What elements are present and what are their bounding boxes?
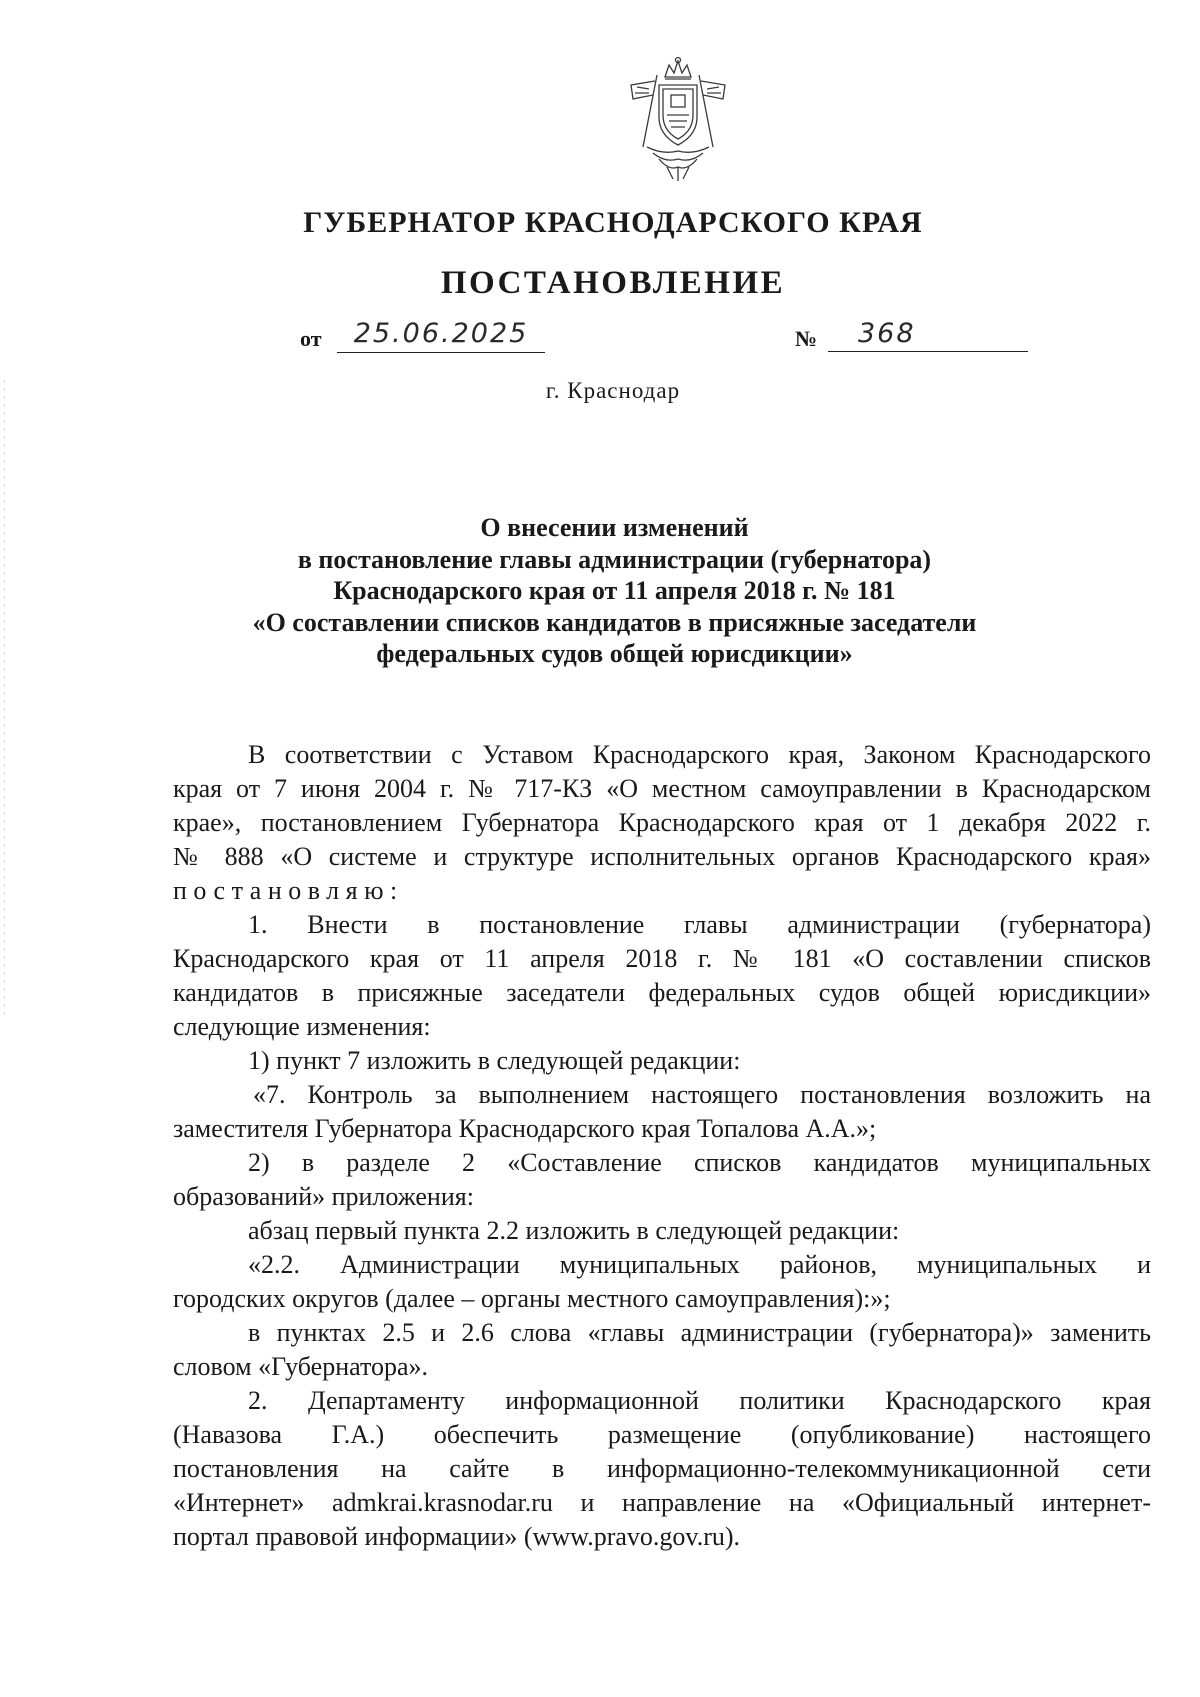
title-line: федеральных судов общей юрисдикции» — [376, 639, 853, 668]
text-line: края от 7 июня 2004 г. № 717-КЗ «О местном самоуправлении в Краснодарском — [173, 774, 1151, 803]
text-line: в пунктах 2.5 и 2.6 слова «главы администрации (губернатора)» заменить — [248, 1318, 1151, 1347]
text-line: «2.2. Администрации муниципальных районов, муниципальных и — [248, 1250, 1151, 1279]
text-line: портал правовой информации» (www.pravo.gov.ru). — [173, 1522, 741, 1551]
paragraph-replace — [173, 1316, 1151, 1384]
document-number: 368 — [828, 318, 1028, 352]
subitem-1: 1) пункт 7 изложить в следующей редакции: — [248, 1046, 741, 1075]
document-date: 25.06.2025 — [337, 318, 545, 353]
text-line: крае», постановлением Губернатора Краснодарского края от 1 декабря 2022 г. — [173, 808, 1151, 837]
paragraph-preamble — [173, 738, 1151, 908]
paragraph-quote-7 — [173, 1078, 1151, 1146]
issuing-authority: ГУБЕРНАТОР КРАСНОДАРСКОГО КРАЯ — [303, 206, 923, 239]
subitem-2 — [173, 1146, 1151, 1214]
paragraph-item-1 — [173, 908, 1151, 1044]
text-line: «7. Контроль за выполнением настоящего постановления возложить на — [253, 1080, 1151, 1109]
title-line: О внесении изменений — [480, 513, 749, 542]
paragraph-quote-2-2 — [173, 1248, 1151, 1316]
text-line: № 888 «О системе и структуре исполнительных органов Краснодарского края» — [173, 842, 1151, 871]
text-line: 1. Внести в постановление главы администрации (губернатора) — [248, 910, 1151, 939]
coat-of-arms-emblem — [623, 55, 733, 185]
text-line: Краснодарского края от 11 апреля 2018 г. № 181 «О составлении списков — [173, 944, 1151, 973]
text-line: образований» приложения: — [173, 1182, 474, 1211]
resolve-word: постановляю: — [173, 876, 404, 905]
text-line: (Навазова Г.А.) обеспечить размещение (опубликование) настоящего — [173, 1420, 1151, 1449]
document-type: ПОСТАНОВЛЕНИЕ — [440, 265, 786, 301]
text-line: следующие изменения: — [173, 1012, 431, 1041]
date-label: от — [300, 326, 322, 351]
text-line: «Интернет» admkrai.krasnodar.ru и направление на «Официальный интернет- — [173, 1488, 1151, 1517]
text-line: городских округов (далее – органы местного самоуправления):»; — [173, 1284, 891, 1313]
text-line: В соответствии с Уставом Краснодарского края, Законом Краснодарского — [248, 740, 1151, 769]
title-line: в постановление главы администрации (губернатора) — [297, 544, 932, 574]
paragraph-item-2 — [173, 1384, 1151, 1554]
text-line: постановления на сайте в информационно-телекоммуникационной сети — [173, 1454, 1151, 1483]
title-line: «О составлении списков кандидатов в присяжные заседатели — [252, 607, 977, 637]
issuing-city: г. Краснодар — [545, 378, 681, 403]
number-label: № — [795, 326, 818, 351]
text-line: кандидатов в присяжные заседатели федеральных судов общей юрисдикции» — [173, 978, 1151, 1007]
text-line: 2. Департаменту информационной политики Краснодарского края — [248, 1386, 1151, 1415]
document-title — [160, 512, 1069, 670]
title-line: Краснодарского края от 11 апреля 2018 г. № 181 — [333, 576, 896, 605]
text-line: заместителя Губернатора Краснодарского края Топалова А.А.»; — [173, 1114, 877, 1143]
text-line: словом «Губернатора». — [173, 1352, 429, 1381]
paragraph-abzac: абзац первый пункта 2.2 изложить в следующей редакции: — [248, 1216, 900, 1245]
scan-edge-mark — [4, 380, 5, 1020]
text-line: 2) в разделе 2 «Составление списков кандидатов муниципальных — [248, 1148, 1151, 1177]
document-body — [173, 738, 1151, 1554]
